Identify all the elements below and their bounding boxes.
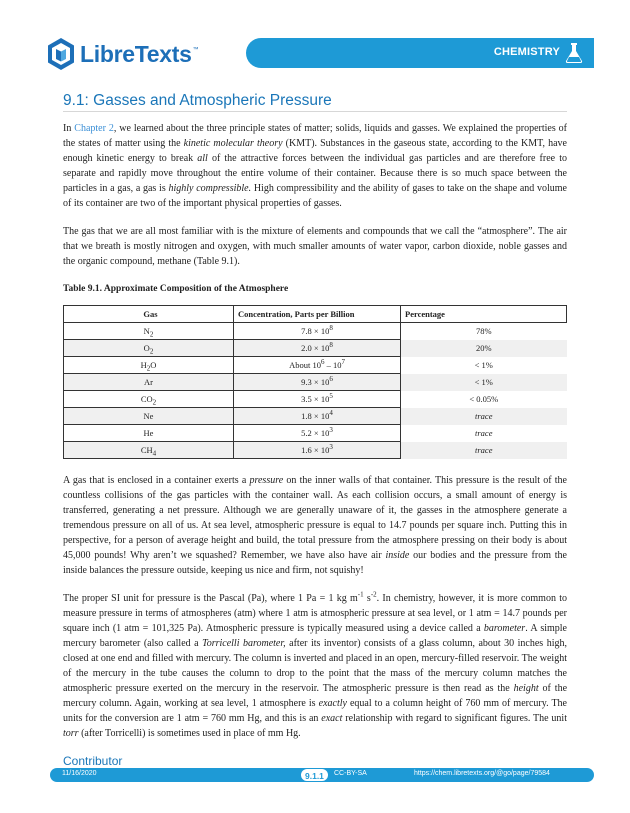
cell-gas: He [64, 425, 234, 442]
subject-label: CHEMISTRY [493, 46, 560, 58]
table-row [64, 391, 567, 408]
cell-concentration: $1.6 \times 10^3$ [234, 442, 401, 459]
cell-gas: Ar [64, 374, 234, 391]
libretexts-logo[interactable] [46, 36, 199, 72]
paragraph-units: The proper SI unit for pressure is the Pascal (Pa), where 1 Pa = 1 kg $m^{-1}$ $s^{-2}$. In chemistry, however, it is more common to measure pressure in terms of atmospheres (atm) where 1 atm is atmospheric pressure at sea level, or 1 atm = 14.7 pounds per square inch (1 atm = 101,325 Pa). Atmospheric pressure is typically measured using a device called a barometer. A simple mercury barometer (also called a Torricelli barometer, after its inventor) consists of a glass column, about 30 inches high, closed at one end and filled with mercury. The column is inverted and placed in an open, mercury-filled reservoir. The weight of the mercury in the tube causes the column to drop to the point that the mass of the mercury column matches the atmospheric pressure exerted on the mercury in the reservoir. The atmospheric pressure is then read as the height of the mercury column. Again, working at sea level, 1 atmosphere is exactly equal to a column height of 760 mm of mercury. The units for the conversion are 1 atm = 760 mm Hg, and this is an exact relationship with regard to significant figures. The unit torr (after Torricelli) is sometimes used in place of mm Hg. [63, 590, 568, 739]
cell-concentration: $9.3 \times 10^6$ [234, 374, 401, 391]
table-header-row [64, 306, 567, 323]
logo-trademark: ™ [192, 46, 199, 53]
paragraph-atmosphere: The gas that we are all most familiar with is the mixture of elements and compounds that we call the “atmosphere”. The air that we breath is mostly nitrogen and oxygen, with much smaller amounts of water vapor, carbon dioxide, noble gasses and the organic compound, methane (Table 9.1). [63, 226, 567, 267]
cell-concentration: $3.5 \times 10^5$ [234, 391, 401, 408]
subject-banner [246, 38, 594, 68]
cell-percentage: < 1% [401, 357, 567, 374]
libretexts-hex-icon [46, 37, 76, 71]
cell-percentage: < 0.05% [401, 391, 567, 408]
table-caption: Table 9.1. Approximate Composition of the Atmosphere [63, 284, 289, 294]
table-row [64, 374, 567, 391]
cell-concentration: About $10^6 - 10^7$ [234, 357, 401, 374]
cell-gas: Ne [64, 408, 234, 425]
cell-percentage: 78% [401, 323, 567, 340]
table-row [64, 340, 567, 357]
cell-gas: $CH_4$ [64, 442, 234, 459]
paragraph-intro: In Chapter 2, we learned about the three principle states of matter; solids, liquids and gasses. We explained the properties of the states of matter using the kinetic molecular theory (KMT). Substances in the gaseous state, according to the KMT, have enough kinetic energy to break all of the attractive forces between the individual gas particles and are therefore free to separate and rapidly move throughout the entire volume of their container. Because there is so much space between the particles in a gas, a gas is highly compressible. High compressibility and the ability of gases to take on the shape and volume of its container are two of the important physical properties of gasses. [63, 123, 567, 209]
header-gas: Gas [64, 306, 234, 323]
cell-percentage: 20% [401, 340, 567, 357]
cell-gas: $CO_2$ [64, 391, 234, 408]
cell-concentration: $1.8 \times 10^4$ [234, 408, 401, 425]
cell-percentage: trace [401, 408, 567, 425]
cell-concentration: $5.2 \times 10^3$ [234, 425, 401, 442]
table-row [64, 323, 567, 340]
cell-gas: $H_2O$ [64, 357, 234, 374]
paragraph-pressure: A gas that is enclosed in a container exerts a pressure on the inner walls of that container. This pressure is the result of the countless collisions of the gas particles with the container wall. As each collision occurs, a small amount of energy is transferred, generating a net pressure. Although we are generally unaware of it, the gasses in the atmosphere generate a tremendous pressure on all of us. At sea level, atmospheric pressure is equal to 14.7 pounds per square inch. Putting this in perspective, for a person of average height and build, the total pressure from the atmosphere pressing on their body is about 45,000 pounds! Why aren’t we squashed? Remember, we have also have air inside our bodies and the pressure from the inside balances the pressure outside, keeping us nice and firm, not squishy! [63, 475, 567, 576]
cell-concentration: $2.0 \times 10^8$ [234, 340, 401, 357]
cell-gas: $N_2$ [64, 323, 234, 340]
header-percentage: Percentage [401, 306, 567, 323]
main-content [63, 121, 567, 787]
page-header [0, 30, 630, 80]
page-title: 9.1: Gasses and Atmospheric Pressure [63, 92, 332, 109]
contributor-heading: Contributor [63, 754, 123, 768]
footer-page-number: 9.1.1 [300, 768, 329, 782]
table-row [64, 442, 567, 459]
page-footer [50, 768, 594, 782]
table-row [64, 357, 567, 374]
cell-concentration: $7.8 \times 10^8$ [234, 323, 401, 340]
header-concentration: Concentration, Parts per Billion [234, 306, 401, 323]
footer-date: 11/16/2020 [62, 770, 97, 777]
flask-icon [564, 42, 584, 64]
table-row [64, 408, 567, 425]
title-divider [63, 111, 567, 112]
footer-license[interactable]: CC-BY-SA [334, 770, 367, 777]
cell-gas: $O_2$ [64, 340, 234, 357]
table-row [64, 425, 567, 442]
cell-percentage: trace [401, 425, 567, 442]
cell-percentage: trace [401, 442, 567, 459]
footer-url[interactable]: https://chem.libretexts.org/@go/page/79584 [414, 770, 550, 777]
cell-percentage: < 1% [401, 374, 567, 391]
chapter-2-link[interactable]: Chapter 2 [74, 123, 114, 134]
atmosphere-composition-table [63, 305, 567, 459]
logo-text: LibreTexts [80, 40, 192, 67]
